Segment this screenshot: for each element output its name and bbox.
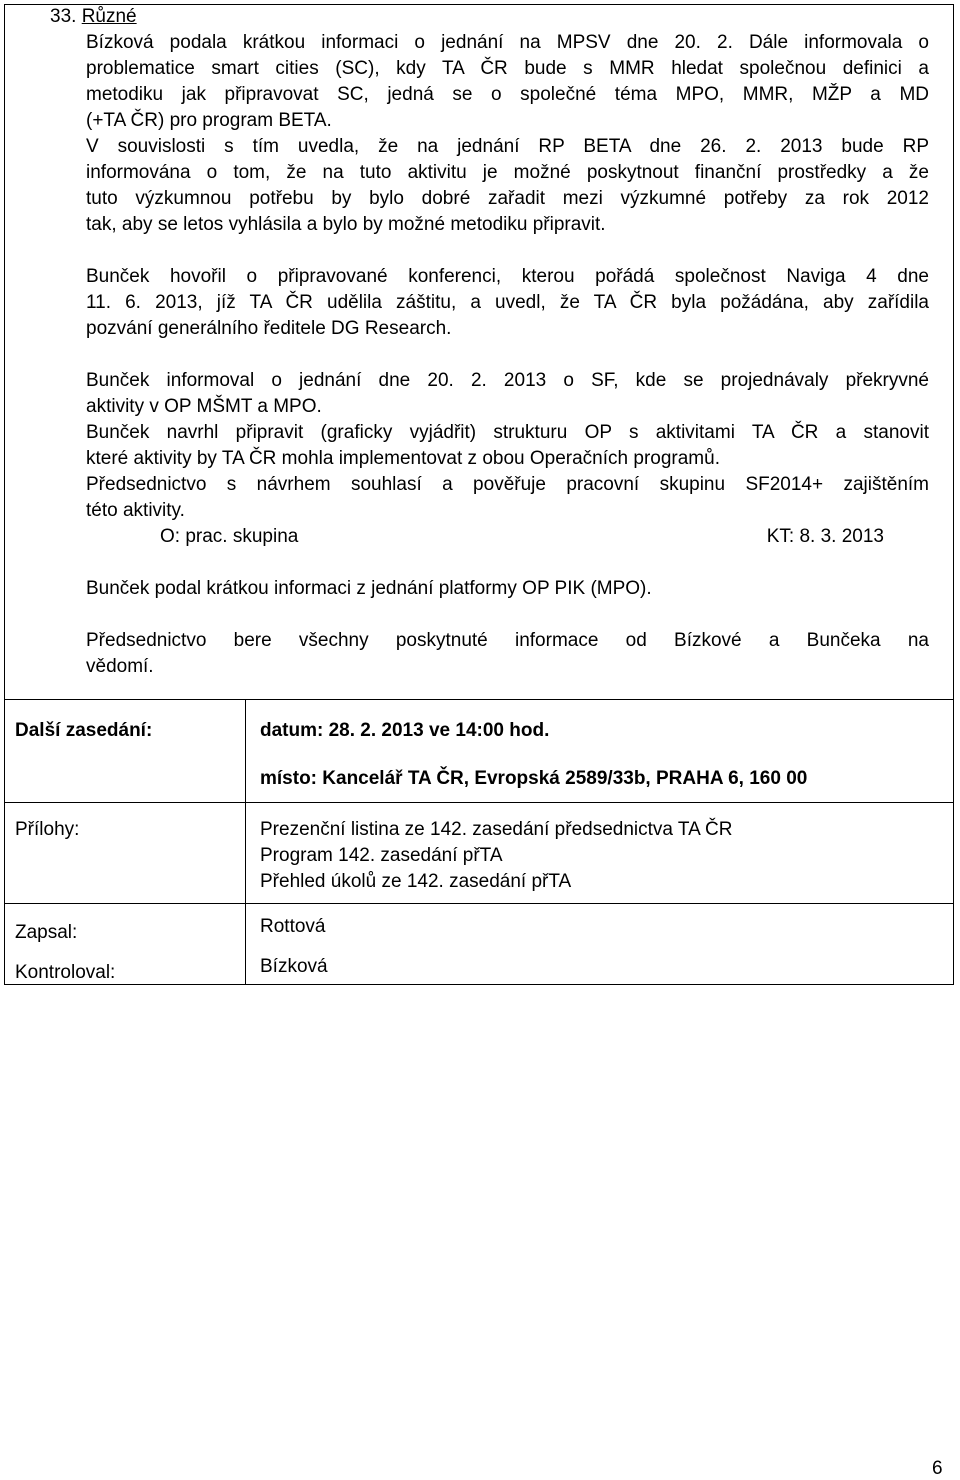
text-line: tak, aby se letos vyhlásila a bylo by možné metodiku připravit.: [86, 214, 606, 235]
paragraph-op-structure: [86, 420, 929, 472]
next-meeting-value-cell: [246, 700, 954, 803]
attachments-row: [5, 803, 954, 904]
attachment-item: Přehled úkolů ze 142. zasedání přTA: [260, 871, 572, 892]
next-meeting-place: místo: Kancelář TA ČR, Evropská 2589/33b, PRAHA 6, 160 00: [260, 768, 808, 789]
section-title: Různé: [81, 6, 137, 27]
checked-by-name: Bízková: [260, 956, 328, 977]
attachments-label-cell: [5, 803, 246, 904]
task-owner: O: prac. skupina: [160, 526, 299, 547]
paragraph-naviga: [86, 264, 929, 342]
attachment-item: Prezenční listina ze 142. zasedání předsednictva TA ČR: [260, 819, 733, 840]
paragraph-noted: [86, 628, 929, 680]
attachments-value-cell: [246, 803, 954, 904]
section-heading: [50, 4, 137, 30]
next-meeting-label-cell: [5, 700, 246, 803]
paragraph-resolution: [86, 472, 929, 524]
attachments-label: Přílohy:: [15, 819, 80, 840]
next-meeting-date: datum: 28. 2. 2013 ve 14:00 hod.: [260, 720, 550, 741]
text-line: pozvání generálního ředitele DG Research.: [86, 318, 452, 339]
signatures-row: [5, 904, 954, 985]
checked-by-label: Kontroloval:: [15, 962, 116, 983]
paragraph-rp-beta: [86, 134, 929, 238]
text-line: V souvislosti s tím uvedla, že na jednání RP BETA dne 26. 2. 2013 bude RP: [86, 136, 929, 157]
attachment-item: Program 142. zasedání přTA: [260, 845, 503, 866]
text-line: problematice smart cities (SC), kdy TA ČR bude s MMR hledat společnou definici a: [86, 58, 929, 79]
signatures-label-cell: [5, 904, 246, 985]
recorded-by-label: Zapsal:: [15, 922, 78, 943]
text-line: Předsednictvo bere všechny poskytnuté informace od Bízkové a Bunčeka na: [86, 630, 929, 651]
text-line: aktivity v OP MŠMT a MPO.: [86, 396, 322, 417]
meeting-info-table: [4, 699, 954, 985]
recorded-by-name: Rottová: [260, 916, 326, 937]
text-line: metodiku jak připravovat SC, jedná se o společné téma MPO, MMR, MŽP a MD: [86, 84, 929, 105]
text-line: 11. 6. 2013, jíž TA ČR udělila záštitu, a uvedl, že TA ČR byla požádána, aby zařídila: [86, 292, 929, 313]
text-line: Bunček informoval o jednání dne 20. 2. 2013 o SF, kde se projednávaly překryvné: [86, 370, 929, 391]
paragraph-mpsv: [86, 30, 929, 134]
text-line: Bunček hovořil o připravované konferenci, kterou pořádá společnost Naviga 4 dne: [86, 266, 929, 287]
text-line: informována o tom, že na tuto aktivitu je možné poskytnout finanční prostředky a že: [86, 162, 929, 183]
task-deadline: KT: 8. 3. 2013: [766, 526, 884, 547]
text-line: vědomí.: [86, 656, 154, 677]
text-line: Bunček navrhl připravit (graficky vyjádřit) strukturu OP s aktivitami TA ČR a stanovit: [86, 422, 929, 443]
page-number: 6: [932, 1458, 943, 1479]
text-line: které aktivity by TA ČR mohla implementovat z obou Operačních programů.: [86, 448, 720, 469]
signatures-value-cell: [246, 904, 954, 985]
section-number: 33.: [50, 6, 77, 27]
text-line: tuto výzkumnou potřebu by bylo dobré zařadit mezi výzkumné potřeby za rok 2012: [86, 188, 929, 209]
text-line: této aktivity.: [86, 500, 185, 521]
paragraph-op-pik: [86, 576, 929, 602]
next-meeting-label: Další zasedání:: [15, 720, 153, 741]
text-line: Bízková podala krátkou informaci o jednání na MPSV dne 20. 2. Dále informovala o: [86, 32, 929, 53]
paragraph-sf: [86, 368, 929, 420]
task-assignment: [160, 524, 884, 550]
text-line: Bunček podal krátkou informaci z jednání platformy OP PIK (MPO).: [86, 578, 652, 599]
text-line: (+TA ČR) pro program BETA.: [86, 110, 332, 131]
text-line: Předsednictvo s návrhem souhlasí a pověřuje pracovní skupinu SF2014+ zajištěním: [86, 474, 929, 495]
next-meeting-row: [5, 700, 954, 803]
